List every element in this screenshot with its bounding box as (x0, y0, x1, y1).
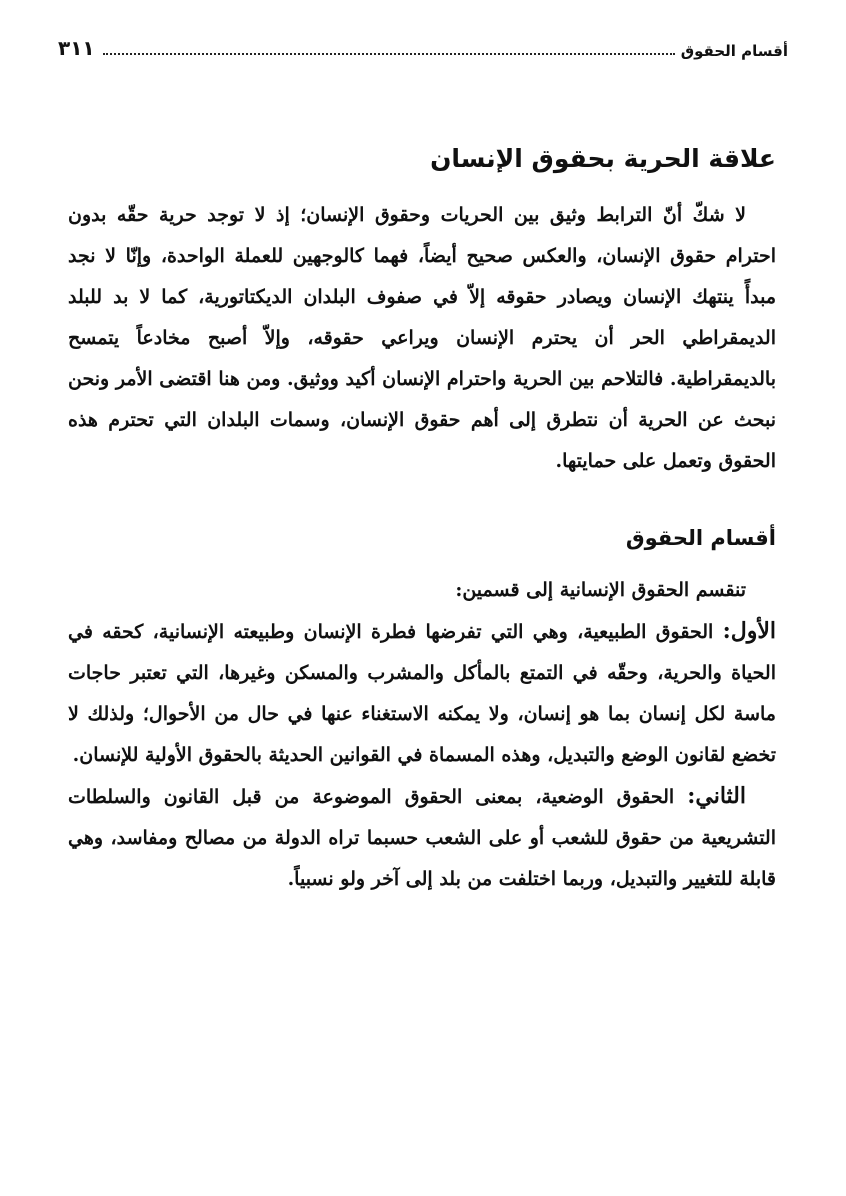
running-header (58, 28, 788, 60)
running-header-title: أقسام الحقوق (680, 42, 788, 60)
paragraph-freedom-relation: لا شكّ أنّ الترابط وثيق بين الحريات وحقوق الإنسان؛ إذ لا توجد حرية حقّه بدون احترام حقوق الإنسان، والعكس صحيح أيضاً، فهما كالوجهين للعملة الواحدة، وإنّا لا نجد مبدأً ينتهك الإنسان ويصادر حقوقه إلاّ في صفوف البلدان الديكتاتورية، كما لا بد للبلد الديمقراطي الحر أن يحترم الإنسان ويراعي حقوقه، وإلاّ أصبح مخادعاً يتمسح بالديمقراطية. فالتلاحم بين الحرية واحترام الإنسان أكيد ووثيق. ومن هنا اقتضى الأمر ونحن نبحث عن الحرية أن نتطرق إلى أهم حقوق الإنسان، وسمات البلدان التي تحترم هذه الحقوق وتعمل على حمايتها. (68, 204, 776, 472)
paragraph-first-division (68, 611, 776, 776)
page-content (68, 132, 776, 900)
dotted-leader (103, 53, 675, 55)
second-division-text: الحقوق الوضعية، بمعنى الحقوق الموضوعة من قبل القانون والسلطات التشريعية من حقوق للشعب أو على الشعب حسبما تراه الدولة من مصالح ومفاسد، وهي قابلة للتغيير والتبديل، وربما اختلفت من بلد إلى آخر ولو نسبياً. (68, 786, 776, 890)
paragraph-rights-intro: تنقسم الحقوق الإنسانية إلى قسمين: (455, 579, 746, 601)
paragraph-second-division (68, 776, 776, 900)
section-heading-freedom-human-rights: علاقة الحرية بحقوق الإنسان (430, 144, 776, 173)
first-division-text: الحقوق الطبيعية، وهي التي تفرضها فطرة الإنسان وطبيعته الإنسانية، كحقه في الحياة والحرية، وحقّه في التمتع بالمأكل والمشرب والمسكن وغيرها، التي تعتبر حاجات ماسة لكل إنسان بما هو إنسان، ولا يمكنه الاستغناء عنها في حال من الأحوال؛ ولذلك لا تخضع لقانون الوضع والتبديل، وهذه المسماة في القوانين الحديثة بالحقوق الأولية للإنسان. (68, 621, 776, 766)
second-division-label: الثاني: (687, 783, 746, 809)
page-number: ٣١١ (58, 36, 95, 60)
first-division-label: الأول: (722, 618, 777, 644)
section-heading-rights-divisions: أقسام الحقوق (625, 526, 776, 550)
